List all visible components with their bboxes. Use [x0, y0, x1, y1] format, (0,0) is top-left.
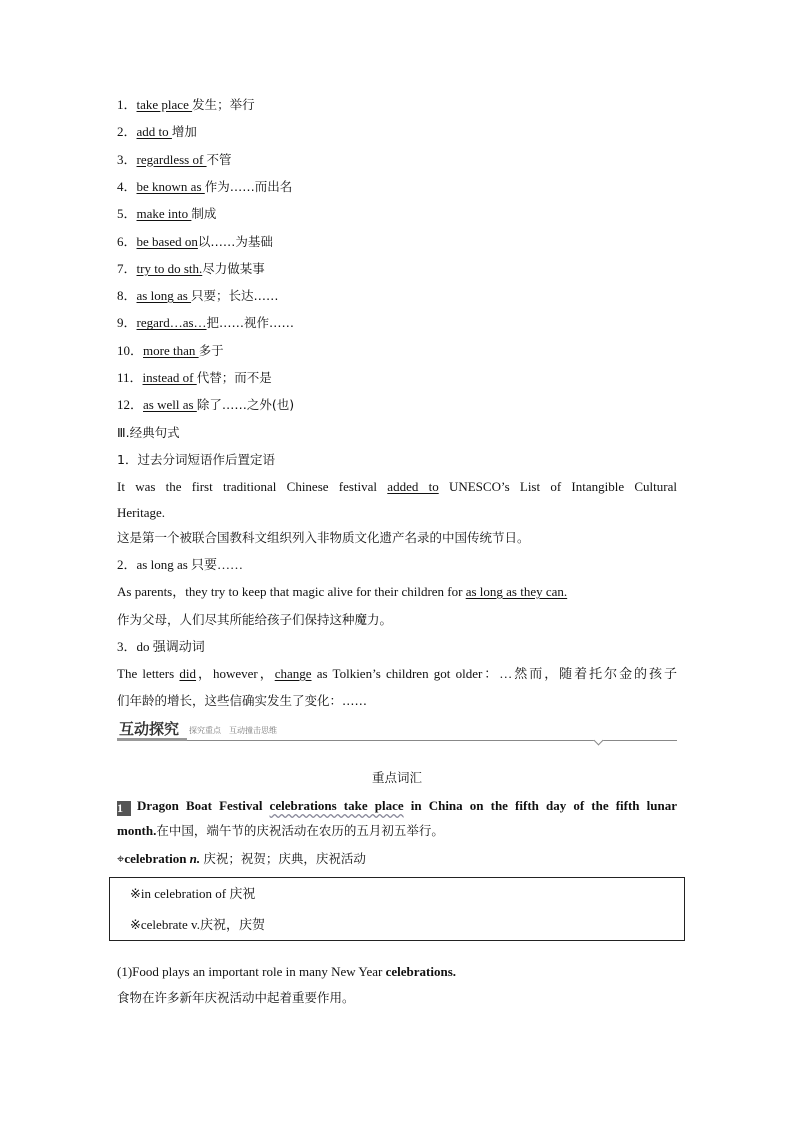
text: UNESCO’s List of Intangible Cultural [438, 479, 677, 494]
item-number: 8． [117, 288, 137, 304]
phrase-item [117, 313, 677, 333]
meaning: 不管 [206, 151, 232, 167]
phrase-item [117, 204, 677, 224]
meaning: 作为……而出名 [204, 178, 293, 194]
translation: 在中国，端午节的庆祝活动在农历的五月初五举行。 [156, 823, 444, 838]
pattern-3-sentence [117, 664, 677, 684]
pattern-2-heading: 2．as long as 只要…… [117, 557, 244, 572]
phrase: be based on [136, 233, 198, 249]
item-number: 6． [117, 233, 137, 249]
pattern-1-sentence-cont: Heritage. [117, 505, 166, 520]
headword: celebration [124, 851, 187, 866]
phrase-item [117, 122, 677, 142]
phrase-item [117, 95, 677, 115]
phrase: regard…as… [136, 315, 207, 331]
phrase: try to do sth. [136, 260, 203, 276]
related-words-box [109, 877, 685, 941]
text: in China on the fifth day of the fifth lunar [403, 798, 677, 813]
item-number-badge: 1 [117, 801, 131, 816]
vocab-heading: 重点词汇 [371, 770, 422, 785]
underlined-phrase: added to [387, 479, 439, 494]
phrase-item [117, 177, 677, 197]
meaning: 代替；而不是 [196, 370, 272, 385]
item-number: 1． [117, 97, 137, 112]
meaning: 把……视作…… [206, 315, 295, 331]
text: It was the first traditional Chinese festival [117, 479, 388, 494]
meaning: 除了……之外(也) [196, 397, 295, 413]
related-item: ※in celebration of 庆祝 [130, 886, 256, 901]
phrase: make into [136, 206, 192, 222]
phrase: as long as [136, 288, 192, 304]
item-number: 9． [117, 315, 137, 331]
item-number: 11． [117, 370, 143, 385]
part-of-speech: n. [189, 851, 201, 866]
example-translation: 食物在许多新年庆祝活动中起着重要作用。 [117, 990, 355, 1005]
meaning: 只要；长达…… [191, 288, 279, 304]
definition: 庆祝；祝贺；庆典，庆祝活动 [203, 851, 366, 866]
phrase: as well as [143, 397, 197, 413]
text: month. [117, 823, 157, 838]
item-number: 4． [117, 178, 137, 194]
pattern-1-sentence [117, 477, 677, 497]
phrase-item [117, 395, 677, 415]
underlined-word: did [179, 666, 197, 681]
keyword: celebrations. [385, 964, 457, 979]
phrase-item [117, 259, 677, 279]
pattern-2-translation: 作为父母，人们尽其所能给孩子们保持这种魔力。 [117, 612, 393, 627]
text: as Tolkien’s children got older：…然而，随着托尔金的孩子 [311, 666, 677, 681]
underlined-phrase: as long as they can. [465, 584, 568, 599]
underlined-word: change [274, 666, 312, 681]
related-item: ※celebrate v.庆祝，庆贺 [130, 917, 265, 932]
meaning: 尽力做某事 [202, 260, 265, 276]
item-number: 5． [117, 206, 137, 222]
banner-subtitle: 探究重点 互动撞击思维 [189, 726, 277, 735]
phrase: be known as [136, 178, 205, 194]
meaning: 以……为基础 [197, 233, 273, 249]
item-number: 10． [117, 342, 144, 358]
text: (1)Food plays an important role in many New Year [117, 964, 386, 979]
definition-marker-icon: ⌖ [117, 851, 125, 866]
meaning: 制成 [191, 206, 217, 222]
item-number: 12． [117, 397, 144, 413]
phrase-item [117, 368, 677, 388]
item-number: 2． [117, 124, 137, 140]
phrase-item [117, 341, 677, 361]
vocab-sentence [117, 796, 677, 816]
phrase-item [117, 232, 677, 252]
pattern-2-sentence [117, 582, 677, 602]
banner-underline [117, 738, 187, 741]
pattern-1-heading: 1．过去分词短语作后置定语 [117, 452, 275, 467]
phrase-item [117, 286, 677, 306]
phrase-item [117, 150, 677, 170]
phrase: more than [143, 342, 199, 358]
vocab-definition [117, 849, 677, 869]
phrase: add to [136, 124, 172, 140]
phrase: regardless of [136, 151, 207, 167]
section-banner [117, 716, 677, 742]
phrase: take place [136, 97, 193, 112]
banner-title: 互动探究 [119, 720, 180, 738]
item-number: 3． [117, 151, 137, 167]
text: As parents，they try to keep that magic alive for their children for [117, 584, 466, 599]
divider-notch [594, 736, 604, 746]
pattern-3-heading: 3．do 强调动词 [117, 639, 205, 654]
text: The letters [117, 666, 180, 681]
meaning: 多于 [198, 342, 224, 358]
text: Dragon Boat Festival [137, 798, 270, 813]
example-sentence [117, 962, 677, 982]
pattern-3-sentence-cont: 们年龄的增长，这些信确实发生了变化：…… [117, 693, 368, 708]
section-title: Ⅲ.经典句式 [117, 425, 180, 440]
meaning: 增加 [171, 124, 197, 140]
vocab-sentence-cont [117, 821, 677, 841]
meaning: 发生；举行 [192, 97, 255, 112]
phrase: instead of [142, 370, 197, 385]
pattern-1-translation: 这是第一个被联合国教科文组织列入非物质文化遗产名录的中国传统节日。 [117, 530, 530, 545]
item-number: 7． [117, 260, 137, 276]
text: ，however， [196, 666, 275, 681]
wavy-underlined-phrase: celebrations take place [269, 798, 404, 813]
